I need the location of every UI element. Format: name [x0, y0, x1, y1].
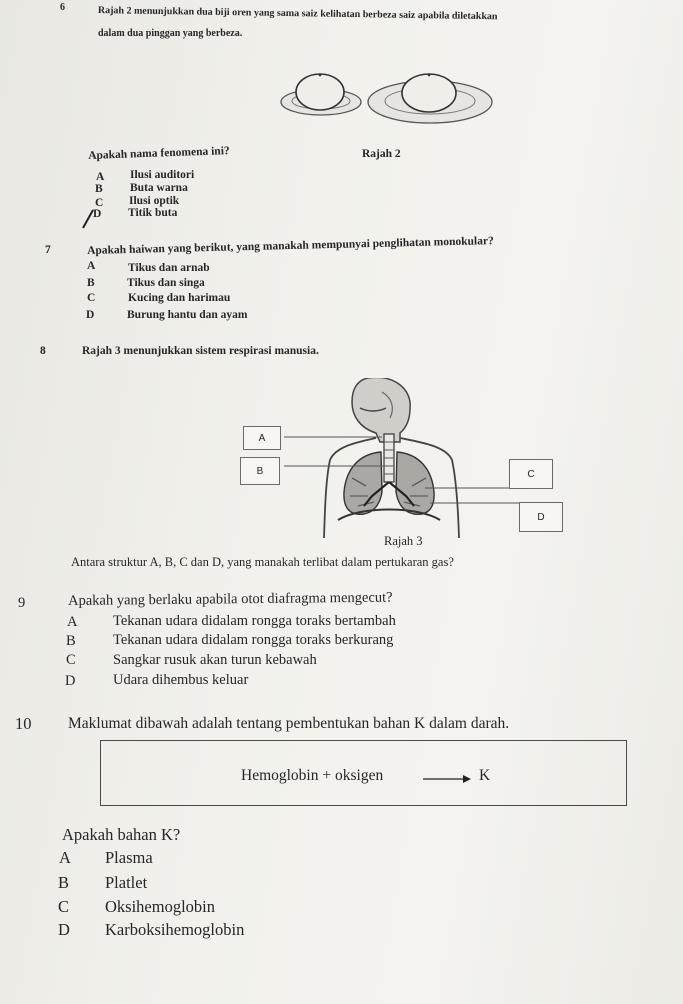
label-box-a [243, 426, 281, 450]
q9-option-c-letter: C [66, 652, 76, 668]
q7-option-c-text: Kucing dan harimau [128, 292, 231, 304]
q9-option-a-text: Tekanan udara didalam rongga toraks bertambah [113, 613, 396, 629]
q9-option-b-text: Tekanan udara didalam rongga toraks berkurang [113, 632, 394, 648]
q7-option-a-letter: A [87, 260, 96, 272]
q6-option-d-text: Titik buta [128, 207, 178, 219]
equation-left: Hemoglobin + oksigen [241, 767, 384, 784]
q10-option-c-text: Oksihemoglobin [105, 897, 215, 916]
q7-option-d-text: Burung hantu dan ayam [127, 309, 248, 321]
label-box-c [509, 459, 553, 489]
label-a-text: A [258, 432, 266, 444]
equation-box [100, 740, 627, 806]
trachea [384, 434, 394, 482]
q6-option-b-letter: B [95, 183, 103, 195]
q7-option-b-letter: B [87, 277, 95, 289]
q6-option-a-text: Ilusi auditori [130, 169, 195, 181]
q7-number: 7 [45, 244, 51, 256]
q9-number: 9 [18, 595, 26, 611]
equation-right: K [479, 767, 491, 784]
q9-question: Apakah yang berlaku apabila otot diafragma mengecut? [68, 589, 393, 609]
q6-intro-line2: dalam dua pinggan yang berbeza. [98, 28, 243, 39]
right-lung [396, 452, 434, 514]
q6-number: 6 [60, 2, 65, 13]
q7-option-c-letter: C [87, 292, 96, 304]
q10-option-c-letter: C [58, 897, 70, 916]
label-box-d [519, 502, 563, 532]
q9-option-a-letter: A [67, 614, 78, 630]
rajah-2-caption: Rajah 2 [362, 148, 401, 160]
q7-option-b-text: Tikus dan singa [127, 277, 205, 289]
q9-option-d-letter: D [65, 673, 76, 689]
q9-option-b-letter: B [66, 633, 76, 649]
q8-number: 8 [40, 345, 46, 357]
q9-option-d-text: Udara dihembus keluar [113, 672, 249, 688]
label-box-b [240, 457, 280, 485]
q8-intro: Rajah 3 menunjukkan sistem respirasi manusia. [82, 345, 319, 357]
oranges-on-plates-figure [275, 62, 500, 134]
q6-option-d-letter: D [93, 208, 102, 220]
label-c-text: C [527, 468, 535, 480]
q10-option-b-text: Platlet [105, 873, 148, 892]
q10-option-d-text: Karboksihemoglobin [105, 920, 245, 939]
label-b-text: B [256, 465, 264, 477]
orange-small-plate [296, 74, 344, 110]
q10-question: Apakah bahan K? [62, 825, 181, 844]
q10-option-a-letter: A [59, 848, 71, 867]
q10-number: 10 [15, 714, 32, 733]
q6-question: Apakah nama fenomena ini? [88, 145, 230, 162]
rajah-3-caption: Rajah 3 [384, 534, 423, 548]
q6-intro-line1: Rajah 2 menunjukkan dua biji oren yang sama saiz kelihatan berbeza saiz apabila diletakkan [97, 5, 498, 23]
q10-option-b-letter: B [58, 873, 70, 892]
arrow-right-icon [423, 773, 473, 785]
q6-option-b-text: Buta warna [130, 182, 188, 194]
q10-option-d-letter: D [58, 920, 70, 939]
q8-question: Antara struktur A, B, C dan D, yang manakah terlibat dalam pertukaran gas? [71, 555, 454, 569]
q9-option-c-text: Sangkar rusuk akan turun kebawah [113, 652, 317, 668]
left-lung [344, 452, 382, 514]
q10-intro: Maklumat dibawah adalah tentang pembentukan bahan K dalam darah. [68, 715, 510, 732]
q10-option-a-text: Plasma [105, 848, 153, 867]
orange-large-plate [402, 74, 456, 112]
q6-option-a-letter: A [96, 171, 105, 183]
q7-option-d-letter: D [86, 309, 95, 321]
q6-option-c-letter: C [95, 197, 104, 209]
q6-option-c-text: Ilusi optik [129, 195, 180, 207]
head-silhouette [352, 378, 410, 442]
respiratory-system-figure [240, 378, 560, 538]
label-d-text: D [537, 511, 545, 523]
q7-question: Apakah haiwan yang berikut, yang manakah mempunyai penglihatan monokular? [87, 235, 494, 257]
q7-option-a-text: Tikus dan arnab [128, 262, 210, 274]
pencil-mark-icon [80, 208, 96, 230]
